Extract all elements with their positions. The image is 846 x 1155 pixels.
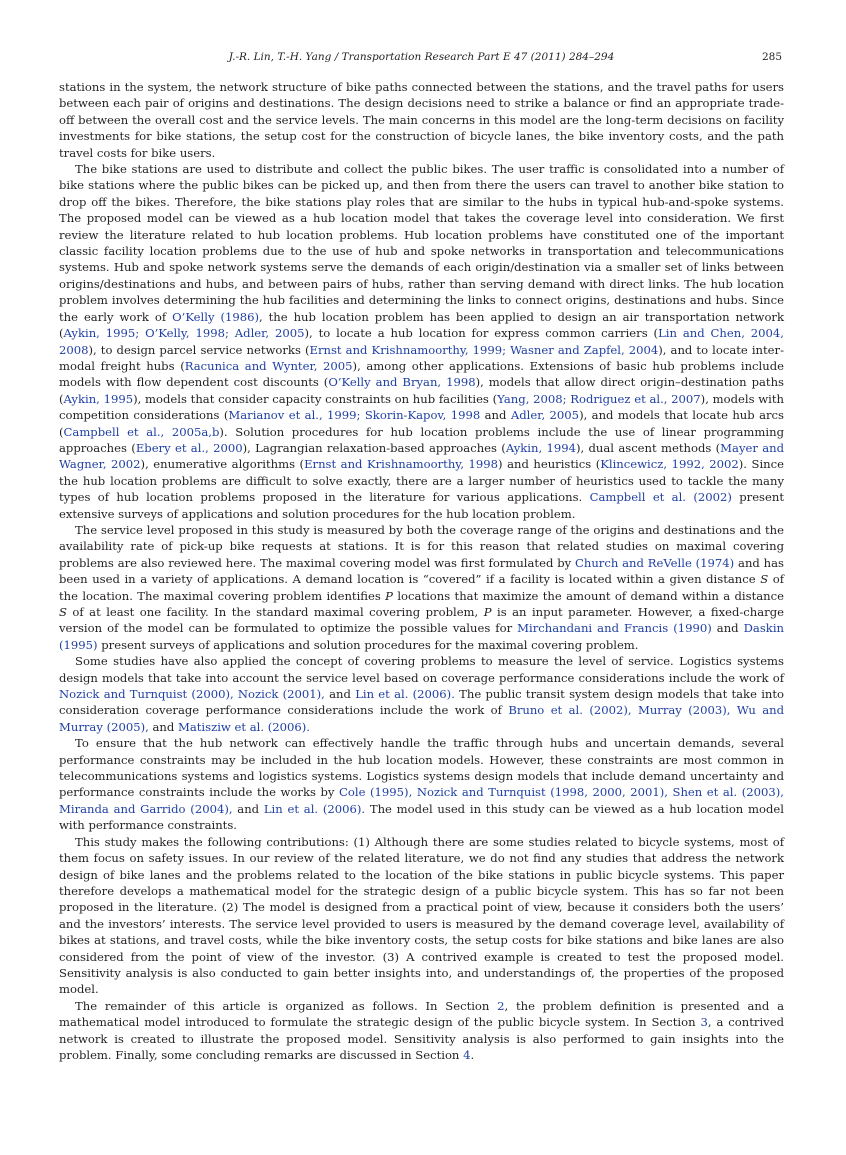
text-run: ), dual ascent methods ( — [575, 440, 721, 455]
text-run: The model used in this study can be viewed as a hub location model with performance constraints. — [59, 801, 784, 833]
math-symbol: P — [483, 605, 492, 619]
text-run: present extensive surveys of applications and solution procedures for the hub location problem. — [59, 490, 784, 521]
text-run: To ensure that the hub network can effectively handle the traffic through hubs and uncertain demands, several performance constraints may be included in the hub location models. However, these constraints are most common in telecommunications systems and logistics systems. Logistics systems design models that include demand uncertainty and performance constraints include the works by — [59, 736, 784, 800]
math-symbol: S — [760, 572, 769, 587]
text-run: ), and to locate inter-modal freight hubs ( — [59, 342, 784, 373]
text-run: ), to design parcel service networks ( — [88, 342, 310, 357]
text-run: and — [480, 408, 511, 423]
text-run: present surveys of applications and solution procedures for the maximal covering problem. — [97, 637, 639, 652]
text-run: ). Solution procedures for hub location problems include the use of linear programming approaches ( — [59, 424, 784, 455]
text-run: of the location. The maximal covering problem identifies — [59, 572, 784, 603]
paragraph-p3 — [59, 522, 784, 653]
text-run: . — [470, 1047, 475, 1062]
text-run: , the problem definition is presented and a mathematical model introduced to formulate the strategic design of the public bicycle system. In Section — [59, 998, 784, 1030]
citation-link[interactable]: Church and ReVelle (1974) — [575, 555, 735, 570]
text-run: is an input parameter. However, a fixed-charge version of the model can be formulated to optimize the possible values for — [59, 605, 785, 636]
text-run: and — [232, 801, 264, 816]
citation-link[interactable]: Ernst and Krishnamoorthy, 1998 — [304, 457, 499, 472]
text-run: locations that maximize the amount of demand within a distance — [392, 588, 784, 603]
text-run: ), models that allow direct origin–destination paths ( — [59, 375, 785, 406]
citation-link[interactable]: Klincewicz, 1992, 2002 — [600, 457, 739, 472]
text-run: of at least one facility. In the standard maximal covering problem, — [66, 605, 484, 619]
paragraph-p1 — [59, 79, 784, 161]
paragraph-p2 — [59, 161, 784, 522]
citation-link[interactable]: Cole (1995), Nozick and Turnquist (1998, 2000, 2001), Shen et al. (2003), Miranda and Garrido (2004), — [59, 785, 784, 816]
citation-link[interactable]: 2 — [497, 998, 505, 1013]
citation-link[interactable]: Bruno et al. (2002), Murray (2003), Wu and Murray (2005), — [59, 703, 784, 734]
citation-link[interactable]: Lin et al. (2006). — [263, 801, 366, 816]
paragraph-p7 — [59, 998, 784, 1064]
text-run: ) and heuristics ( — [498, 457, 601, 472]
citation-link[interactable]: Ernst and Krishnamoorthy, 1999; Wasner and Zapfel, 2004 — [309, 342, 659, 357]
text-run: ), among other applications. Extensions of basic hub problems include models with flow dependent cost discounts ( — [59, 358, 784, 390]
text-run: Some studies have also applied the concept of covering problems to measure the level of service. Logistics systems design models that take into account the service level based on coverage performance considerations include the work of — [59, 654, 784, 685]
citation-link[interactable]: 3 — [700, 1015, 708, 1030]
citation-link[interactable]: Matisziw et al. (2006). — [177, 719, 310, 734]
text-run: The bike stations are used to distribute and collect the public bikes. The user traffic is consolidated into a number of bike stations where the public bikes can be picked up, and then from there the users can travel to another bike station to drop off the bikes. Therefore, the bike stations play roles that are similar to the hubs in typical hub-and-spoke systems. The proposed model can be viewed as a hub location model that takes the coverage level into consideration. We first review the literature related to hub location problems. Hub location problems have constituted one of the important classic facility location problems due to the use of hub and spoke networks in transportation and telecommunications systems. Hub and spoke network systems serve the demands of each origin/destination via a smaller set of links between origins/destinations and hubs, and between pairs of hubs, rather than serving demand with direct links. The hub location problem involves determining the hub facilities and determining the links to connect origins, destinations and hubs. Since the early work of — [59, 162, 784, 324]
citation-link[interactable]: Lin and Chen, 2004, 2008 — [59, 326, 784, 357]
citation-link[interactable]: Yang, 2008; Rodriguez et al., 2007 — [497, 391, 701, 406]
citation-link[interactable]: Campbell et al. (2002) — [589, 490, 732, 505]
text-run: stations in the system, the network structure of bike paths connected between the stations, and the travel paths for users between each pair of origins and destinations. The design decisions need to strike a balance or find an appropriate trade-off between the overall cost and the service levels. The main concerns in this model are the long-term decisions on facility investments for bike stations, the setup cost for the construction of bicycle lanes, the bike inventory costs, and the path travel costs for bike users. — [59, 80, 784, 160]
citation-link[interactable]: O’Kelly (1986) — [172, 309, 259, 324]
citation-link[interactable]: Nozick and Turnquist (2000), Nozick (2001), — [59, 687, 325, 702]
math-symbol: S — [59, 605, 67, 619]
page-header — [59, 51, 784, 67]
paragraph-p5 — [59, 735, 784, 833]
citation-link[interactable]: Ebery et al., 2000 — [135, 440, 243, 455]
citation-link[interactable]: Adler, 2005 — [510, 408, 580, 423]
text-run: The public transit system design models that take into consideration coverage performance considerations include the work of — [59, 687, 785, 718]
citation-link[interactable]: Racunica and Wynter, 2005 — [184, 358, 353, 373]
text-run: ), enumerative algorithms ( — [140, 457, 305, 472]
paragraph-p6 — [59, 834, 784, 998]
text-run: and — [324, 687, 356, 702]
math-symbol: P — [385, 588, 393, 603]
text-run: This study makes the following contributions: (1) Although there are some studies related to bicycle systems, most of them focus on safety issues. In our review of the related literature, we do not find any studies that address the network design of bike lanes and the problems related to the location of the bike stations in public bicycle systems. This paper therefore develops a mathematical model for the strategic design of a public bicycle system. This has so far not been proposed in the literature. (2) The model is designed from a practical point of view, because it considers both the users’ and the investors’ interests. The service level provided to users is measured by the demand coverage level, availability of bikes at stations, and travel costs, while the bike inventory costs, the setup costs for bike stations and bike lanes are also considered from the point of view of the investor. (3) A contrived example is created to test the proposed model. Sensitivity analysis is also conducted to gain better insights into, and understandings of, the properties of the proposed model. — [59, 834, 784, 997]
text-run: ), models that consider capacity constraints on hub facilities ( — [133, 391, 498, 406]
citation-link[interactable]: Campbell et al., 2005a,b — [63, 424, 220, 439]
text-run: The remainder of this article is organized as follows. In Section — [75, 998, 498, 1013]
running-title: J.-R. Lin, T.-H. Yang / Transportation Research Part E 47 (2011) 284–294 — [228, 51, 615, 63]
text-run: ), and models that locate hub arcs ( — [59, 408, 784, 439]
page-number: 285 — [761, 51, 782, 63]
article-body — [59, 79, 784, 1063]
text-run: ). Since the hub location problems are difficult to solve exactly, there are a larger number of heuristics used to tackle the many types of hub location problems proposed in the literature for various applications. — [59, 457, 784, 505]
citation-link[interactable]: Mirchandani and Francis (1990) — [517, 621, 712, 636]
citation-link[interactable]: Lin et al. (2006). — [355, 687, 455, 702]
citation-link[interactable]: O’Kelly and Bryan, 1998 — [328, 375, 476, 390]
text-run: , a contrived network is created to illustrate the proposed model. Sensitivity analysis is also performed to gain insights into the problem. Finally, some concluding remarks are discussed in Section — [59, 1015, 784, 1062]
text-run: ), to locate a hub location for express common carriers ( — [304, 326, 659, 341]
text-run: and — [711, 621, 744, 636]
citation-link[interactable]: Daskin (1995) — [59, 621, 784, 652]
text-run: and — [148, 719, 178, 734]
citation-link[interactable]: Aykin, 1994 — [505, 440, 576, 455]
paragraph-p4 — [59, 653, 784, 735]
text-run: The service level proposed in this study is measured by both the coverage range of the origins and destinations and the availability rate of pick-up bike requests at stations. It is for this reason that related studies on maximal covering problems are also reviewed here. The maximal covering model was first formulated by — [59, 522, 784, 570]
text-run: ), models with competition considerations ( — [59, 391, 785, 423]
text-run: , the hub location problem has been applied to design an air transportation network ( — [59, 309, 784, 341]
citation-link[interactable]: Aykin, 1995; O’Kelly, 1998; Adler, 2005 — [63, 326, 305, 341]
citation-link[interactable]: Marianov et al., 1999; Skorin-Kapov, 1998 — [228, 408, 481, 423]
citation-link[interactable]: 4 — [463, 1047, 471, 1062]
text-run: and has been used in a variety of applications. A demand location is “covered” if a facility is located within a given distance — [59, 555, 784, 587]
citation-link[interactable]: Aykin, 1995 — [63, 391, 134, 406]
text-run: ), Lagrangian relaxation-based approaches ( — [242, 440, 506, 455]
citation-link[interactable]: Mayer and Wagner, 2002 — [59, 440, 785, 472]
